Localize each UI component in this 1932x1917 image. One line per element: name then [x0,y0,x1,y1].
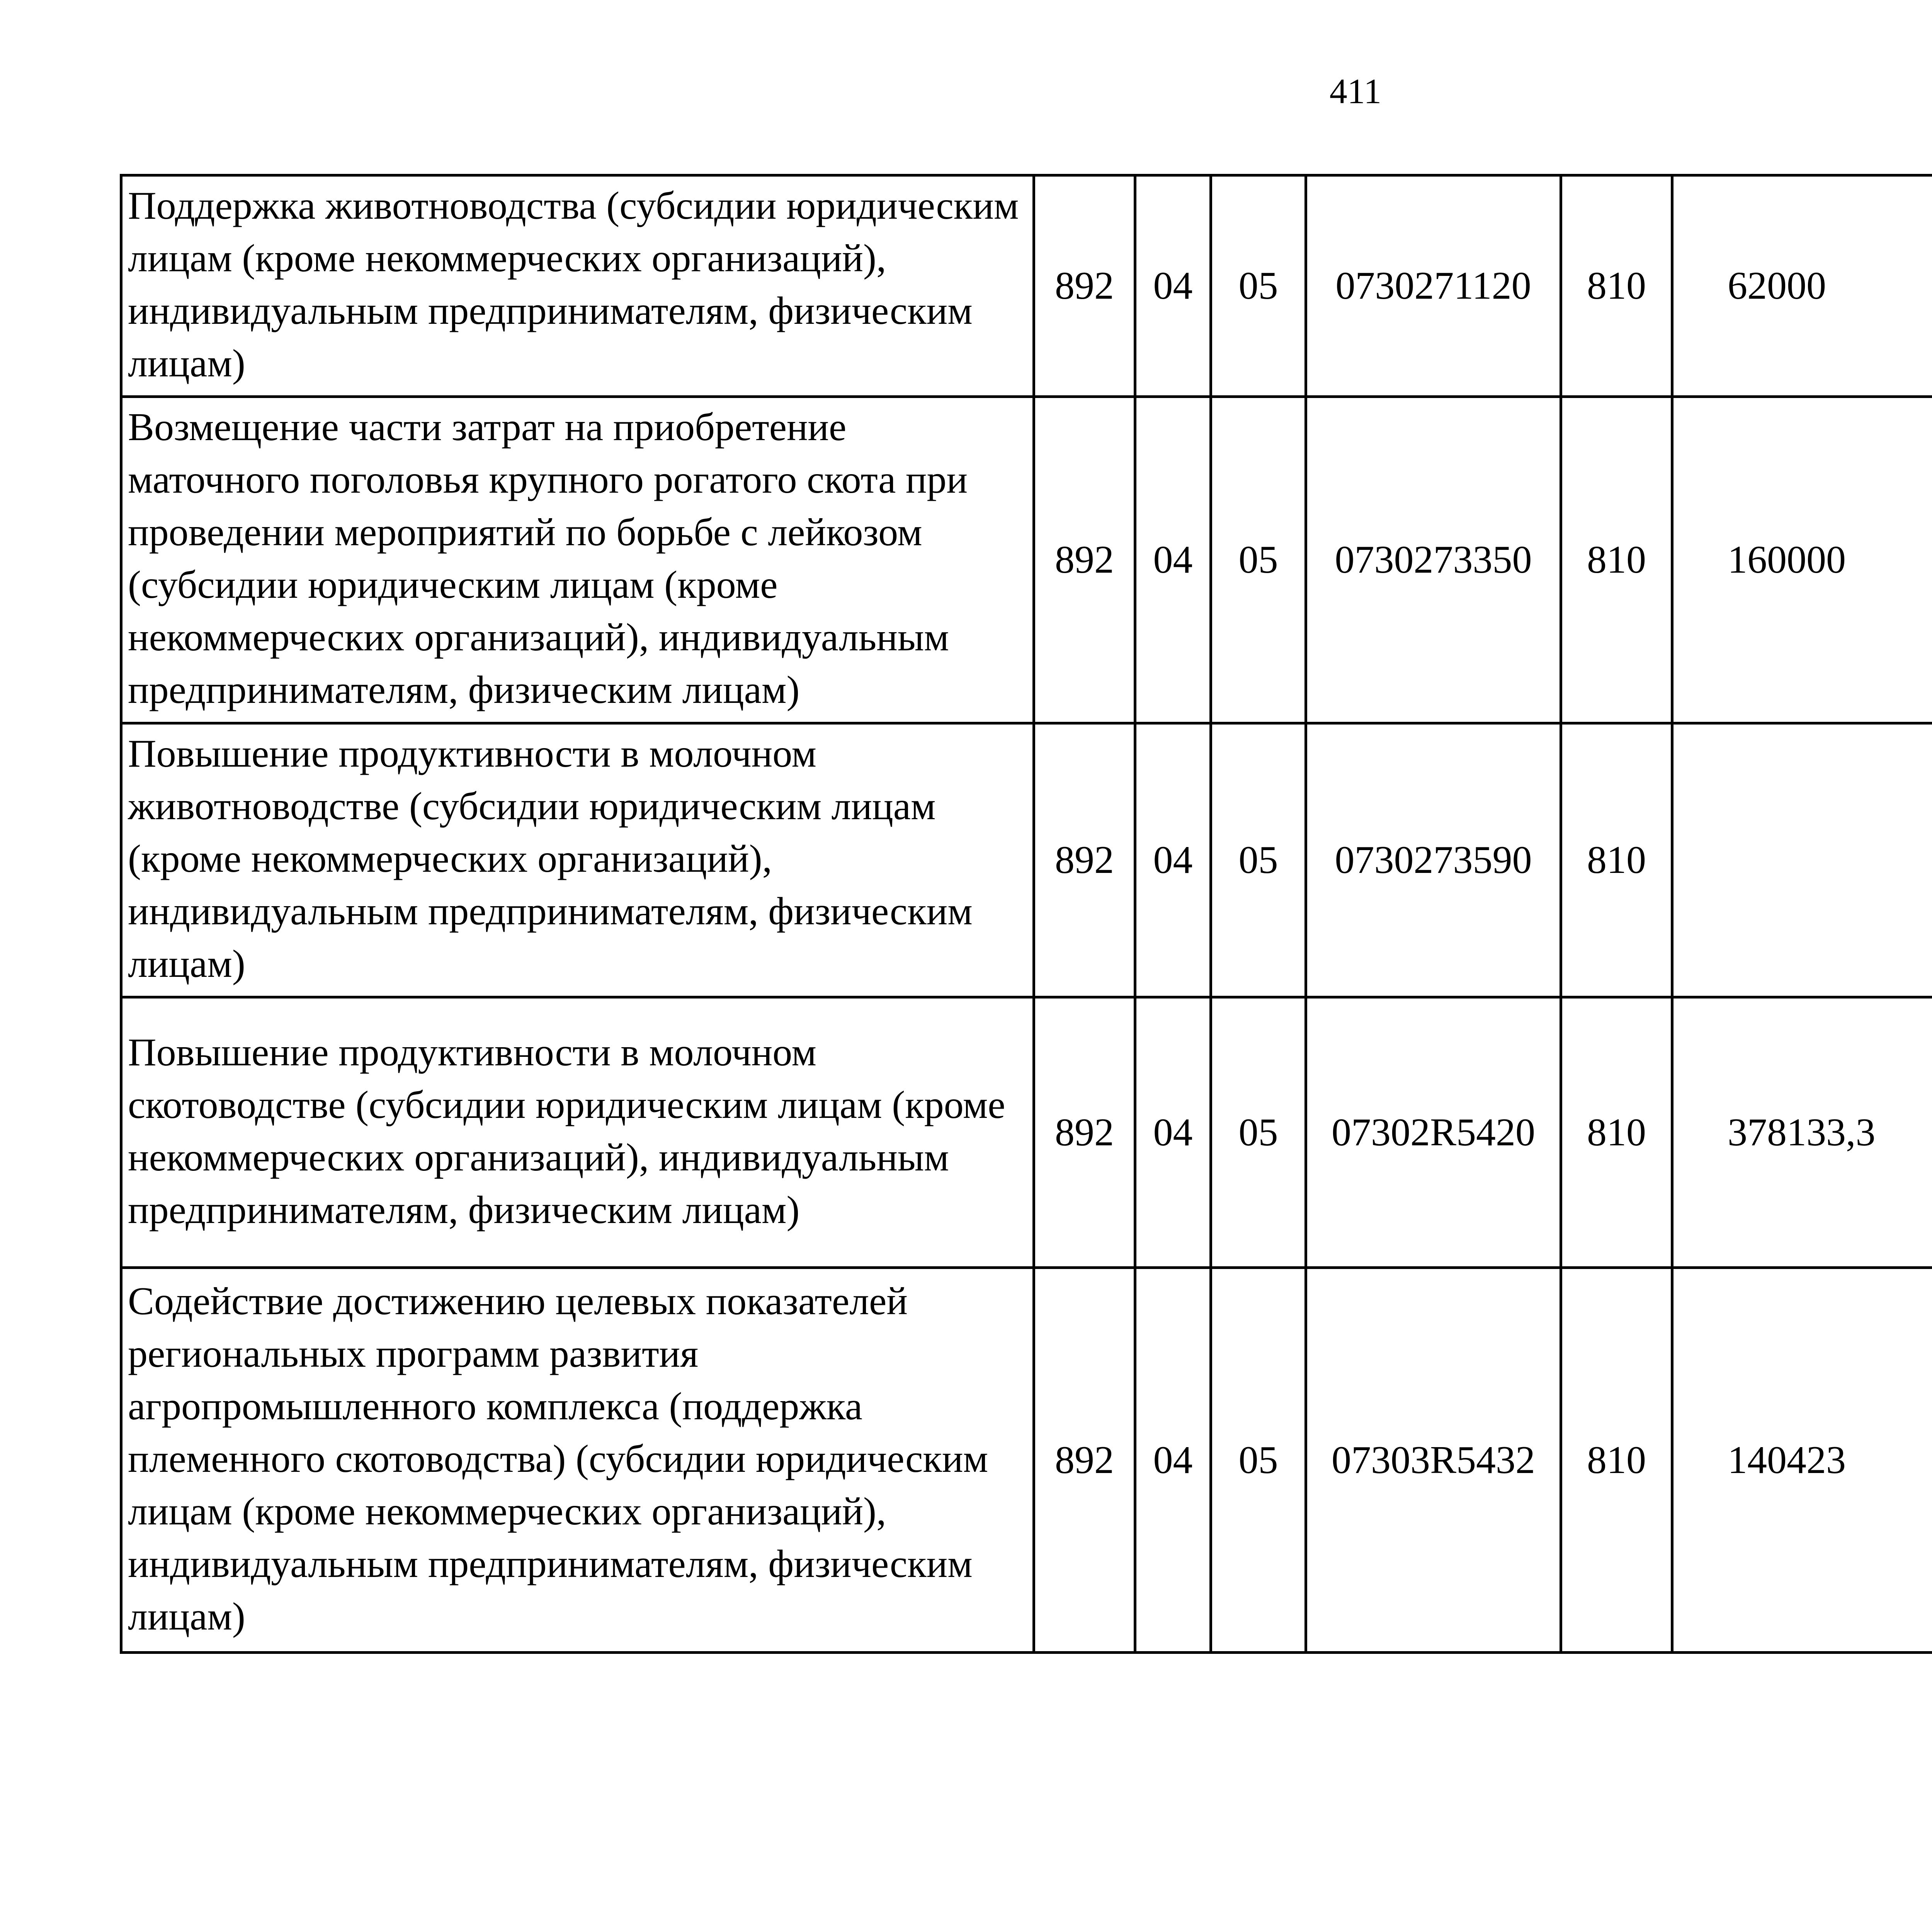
table-row [121,1268,1932,1653]
row-name: Повышение продуктивности в молочном животноводстве (субсидии юридическим лицам (кроме некоммерческих организаций), индивидуальным предпринимателям, физическим лицам) [121,723,1034,997]
row-pr-code: 05 [1211,397,1306,723]
row-name: Поддержка животноводства (субсидии юридическим лицам (кроме некоммерческих организаций), индивидуальным предпринимателям, физическим лицам) [121,175,1034,397]
budget-table [120,174,1932,1654]
row-sum-1 [1672,723,1932,997]
row-rz-code: 04 [1135,1268,1211,1653]
row-pr-code: 05 [1211,175,1306,397]
row-rz-code: 04 [1135,723,1211,997]
row-rz-code: 04 [1135,997,1211,1268]
row-csr-code: 0730273590 [1306,723,1561,997]
row-pr-code: 05 [1211,723,1306,997]
row-rz-code: 04 [1135,175,1211,397]
row-name: Повышение продуктивности в молочном скотоводстве (субсидии юридическим лицам (кроме некоммерческих организаций), индивидуальным предпринимателям, физическим лицам) [121,997,1034,1268]
row-name: Содействие достижению целевых показателей региональных программ развития агропромышленного комплекса (поддержка племенного скотоводства) (субсидии юридическим лицам (кроме некоммерческих организаций), индивидуальным предпринимателям, физическим лицам) [121,1268,1034,1653]
row-pr-code: 05 [1211,1268,1306,1653]
table-row [121,175,1932,397]
row-vr-code: 810 [1561,175,1672,397]
row-sum-1: 140423 [1672,1268,1932,1653]
row-vr-code: 810 [1561,723,1672,997]
row-gr-code: 892 [1034,175,1135,397]
row-sum-1: 160000 [1672,397,1932,723]
row-csr-code: 0730271120 [1306,175,1561,397]
row-csr-code: 07303R5432 [1306,1268,1561,1653]
row-rz-code: 04 [1135,397,1211,723]
row-name: Возмещение части затрат на приобретение маточного поголовья крупного рогатого скота при проведении мероприятий по борьбе с лейкозом (субсидии юридическим лицам (кроме некоммерческих организаций), индивидуальным предпринимателям, физическим лицам) [121,397,1034,723]
row-sum-1: 378133,3 [1672,997,1932,1268]
row-vr-code: 810 [1561,1268,1672,1653]
row-gr-code: 892 [1034,997,1135,1268]
row-csr-code: 0730273350 [1306,397,1561,723]
row-pr-code: 05 [1211,997,1306,1268]
row-gr-code: 892 [1034,723,1135,997]
table-row [121,997,1932,1268]
table-row [121,397,1932,723]
row-gr-code: 892 [1034,397,1135,723]
row-csr-code: 07302R5420 [1306,997,1561,1268]
table-row [121,723,1932,997]
row-vr-code: 810 [1561,997,1672,1268]
row-vr-code: 810 [1561,397,1672,723]
page-number: 411 [1329,71,1382,111]
row-sum-1: 62000 [1672,175,1932,397]
row-gr-code: 892 [1034,1268,1135,1653]
